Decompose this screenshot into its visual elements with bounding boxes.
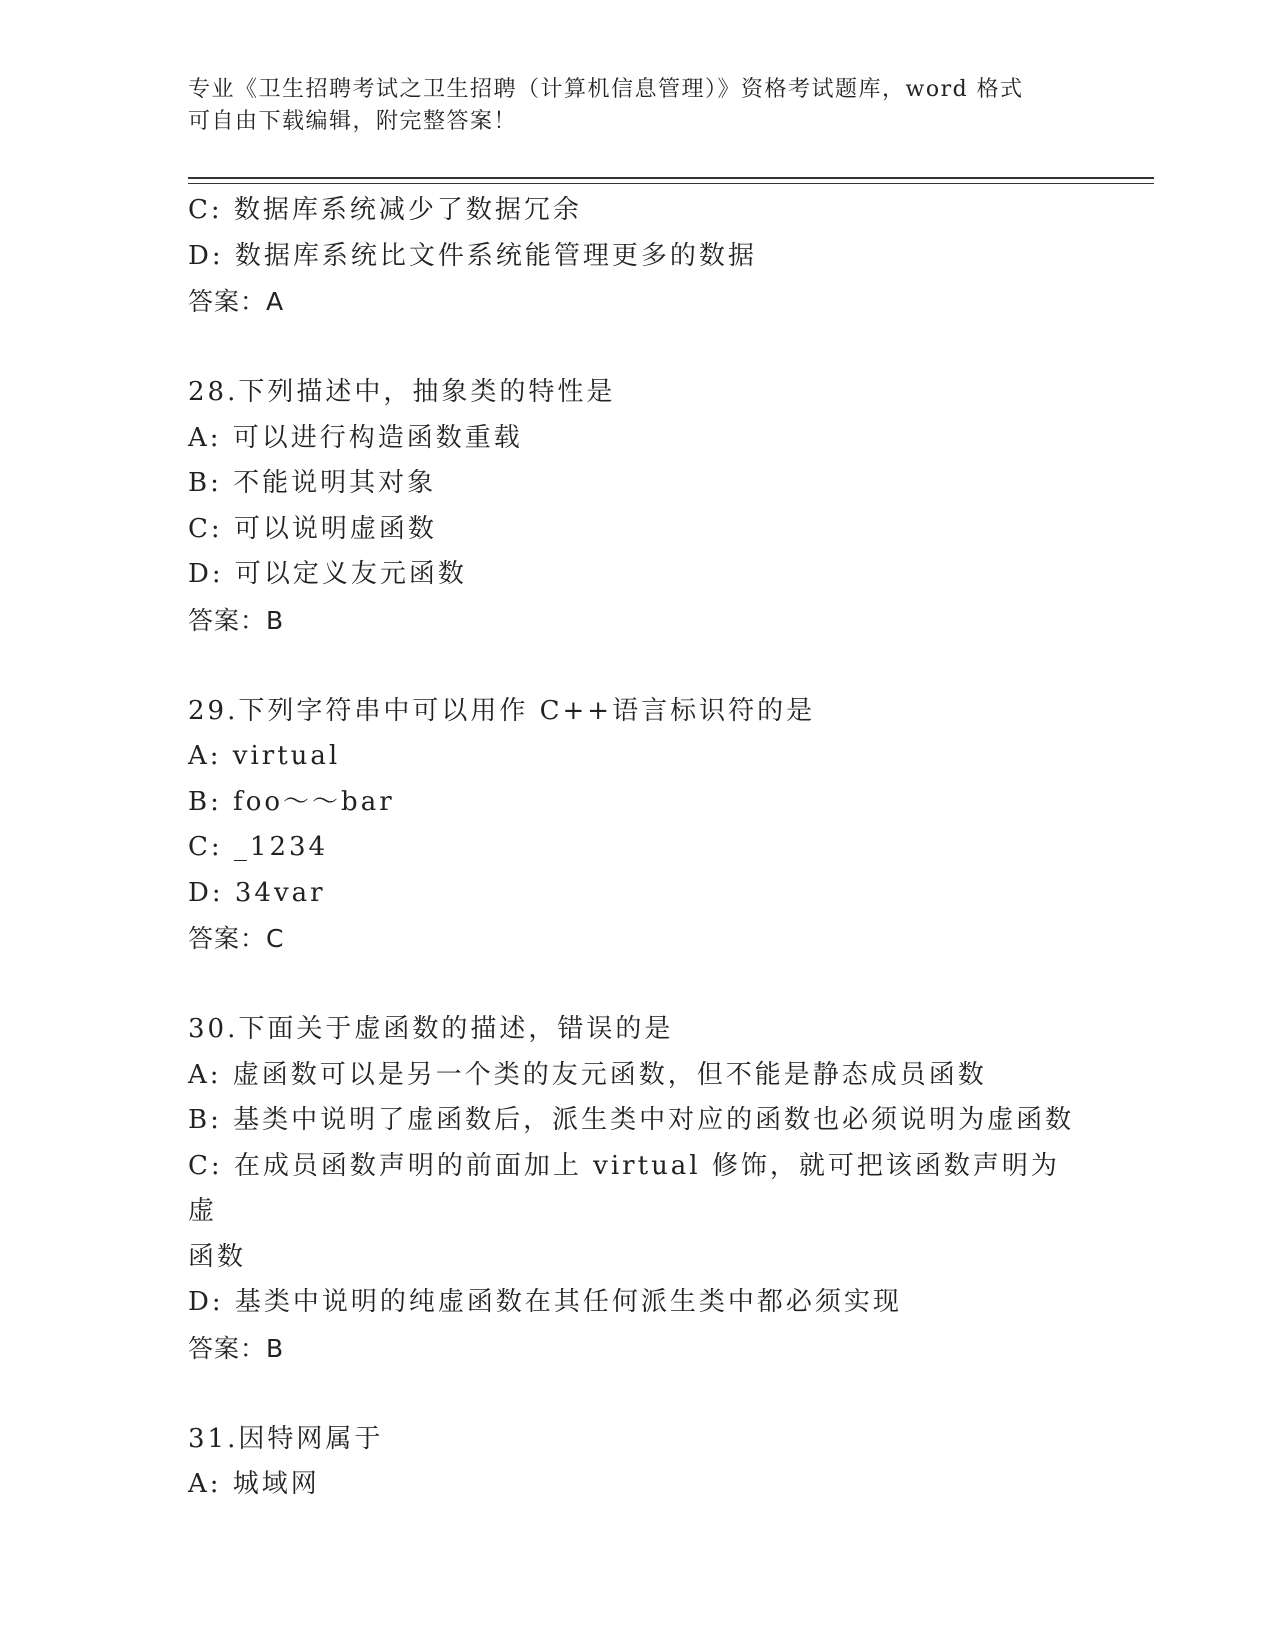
option-b: B: 不能说明其对象 — [188, 468, 437, 498]
question-30 — [188, 1007, 1088, 1371]
document-header — [188, 74, 1068, 138]
header-line-1: 专业《卫生招聘考试之卫生招聘（计算机信息管理）》资格考试题库，word 格式 — [188, 77, 1024, 102]
header-divider-thick — [188, 177, 1154, 179]
option-a: A: 虚函数可以是另一个类的友元函数，但不能是静态成员函数 — [188, 1059, 987, 1090]
question-31 — [188, 1417, 1088, 1508]
question-stem: 30.下面关于虚函数的描述，错误的是 — [188, 1014, 674, 1044]
option-d: D: 34var — [188, 877, 326, 908]
option-c: C: 数据库系统减少了数据冗余 — [188, 195, 582, 225]
spacer — [188, 1371, 1088, 1417]
question-28 — [188, 370, 1088, 643]
question-stem: 31.因特网属于 — [188, 1423, 384, 1454]
option-c: C: 可以说明虚函数 — [188, 513, 437, 544]
header-line-2: 可自由下载编辑，附完整答案！ — [188, 109, 518, 134]
option-c: C: 在成员函数声明的前面加上 virtual 修饰，就可把该函数声明为虚 — [188, 1150, 1060, 1226]
answer-line: 答案：B — [188, 605, 285, 635]
header-divider-thin — [188, 183, 1154, 184]
question-stem: 29.下列字符串中可以用作 C++语言标识符的是 — [188, 695, 816, 726]
option-a: A: 城域网 — [188, 1469, 320, 1499]
option-c: C: _1234 — [188, 832, 329, 862]
question-27-continued — [188, 188, 1088, 325]
spacer — [188, 643, 1088, 689]
question-29 — [188, 689, 1088, 962]
question-stem: 28.下列描述中，抽象类的特性是 — [188, 377, 616, 407]
option-d: D: 数据库系统比文件系统能管理更多的数据 — [188, 240, 757, 271]
question-list — [188, 188, 1088, 1508]
spacer — [188, 962, 1088, 1008]
spacer — [188, 325, 1088, 371]
option-a: A: 可以进行构造函数重载 — [188, 422, 523, 453]
answer-line: 答案：B — [188, 1333, 285, 1363]
option-c-continued: 函数 — [188, 1241, 247, 1272]
option-d: D: 可以定义友元函数 — [188, 559, 467, 589]
option-b: B: 基类中说明了虚函数后，派生类中对应的函数也必须说明为虚函数 — [188, 1105, 1075, 1135]
option-d: D: 基类中说明的纯虚函数在其任何派生类中都必须实现 — [188, 1287, 902, 1317]
option-a: A: virtual — [188, 741, 341, 771]
option-b: B: foo～～bar — [188, 786, 395, 817]
answer-line: 答案：C — [188, 924, 285, 953]
answer-line: 答案：A — [188, 287, 285, 316]
